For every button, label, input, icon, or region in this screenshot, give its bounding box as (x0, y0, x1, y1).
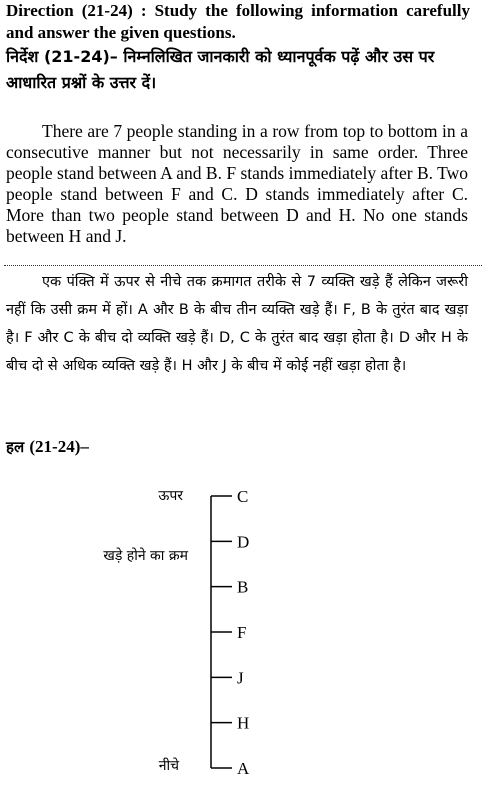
dotted-divider (4, 265, 482, 266)
person-label: H (237, 713, 250, 733)
bottom-label: नीचे (158, 758, 179, 774)
solution-label-range: (21-24)– (29, 437, 89, 456)
order-marks (211, 487, 250, 778)
question-direction-english: Direction (21-24) : Study the following information carefully and answer the given questions. (6, 1, 470, 42)
top-label: ऊपर (158, 488, 183, 504)
person-label: A (237, 759, 250, 778)
passage-hindi: एक पंक्ति में ऊपर से नीचे तक क्रमागत तरीके से 7 व्यक्ति खड़े हैं लेकिन जरूरी नहीं कि उसी क्रम में हों। A और B के बीच तीन व्यक्ति खड़े हैं। F, B के तुरंत बाद खड़ा है। F और C के बीच दो व्यक्ति खड़े हैं। D, C के तुरंत बाद खड़ा होता है। D और H के बीच दो से अधिक व्यक्ति खड़े हैं। H और J के बीच में कोई नहीं खड़ा होता है। (6, 274, 468, 374)
solution-heading (6, 436, 89, 458)
passage-english: There are 7 people standing in a row from top to bottom in a consecutive manner but not necessarily in same order. Three people stand between A and B. F stands immediately after B. Two people stand between F and C. D stands immediately after C. More than two people stand between D and H. No one stands between H and J. (6, 121, 468, 246)
standing-order-diagram (0, 480, 503, 790)
person-label: J (237, 668, 244, 688)
person-label: C (237, 487, 249, 506)
person-label: F (237, 623, 247, 642)
question-direction-hindi: निर्देश (21-24)– निम्नलिखित जानकारी को ध्यानपूर्वक पढ़ें और उस पर आधारित प्रश्नों के उत्तर दें। (6, 47, 435, 92)
order-label: खड़े होने का क्रम (103, 548, 188, 564)
person-label: D (237, 532, 250, 552)
person-label: B (237, 577, 249, 597)
solution-label-prefix: हल (6, 438, 25, 456)
